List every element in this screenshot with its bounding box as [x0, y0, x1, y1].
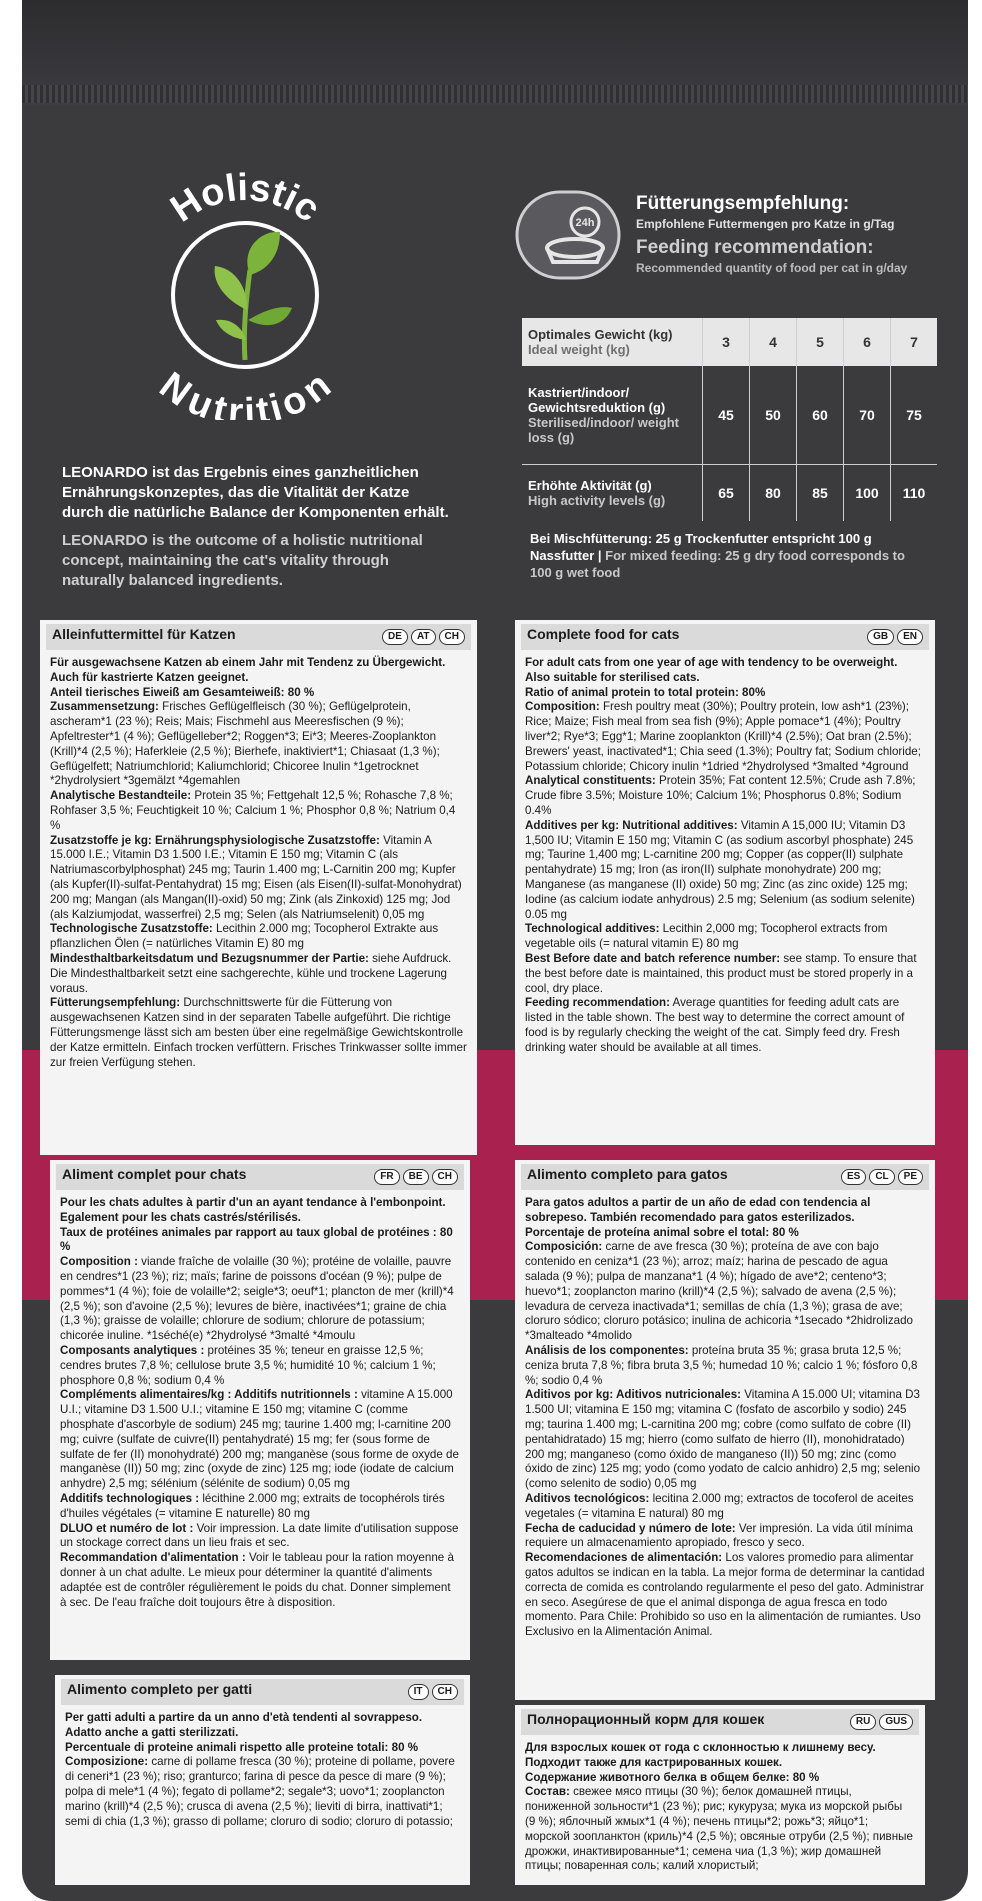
panel-fr: Aliment complet pour chats FR BE CH Pour les chats adultes à partir d'un an ayant tendance à l'embonpoint. Egalement pour les chats castrés/stérilisés. Taux de protéines animales par rapport au taux global de protéines : 80 % Composition : viande fraîche de volaille (30 %); protéine de volaille, pauvre en cendres*1 (23 %); riz; maïs; farine de poissons d'océan (9 %); pulpe de pommes*1 (4 %); foie de volaille*2; seigle*3; oeuf*1; plancton de mer (krill)*4 (2,5 %); son d'avoine (2,5 %); levures de bière, inactivées*1; graine de chia (1,3 %); graisse de volaille; chlorure de sodium; chlorure de potassium; chicorée inuline. *1séché(e) *2hydrolysé *3malté *4moulu Composants analytiques : protéines 35 %; teneur en graisse 12,5 %; cendres brutes 7,8 %; cellulose brute 3,5 %; humidité 10 %; calcium 1 %; phosphore 0,8 %; sodium 0,4 % Compléments alimentaires/kg : Additifs nutritionnels : vitamine A 15.000 U.I.; vitamine D3 1.500 U.I.; vitamine E 150 mg; vitamine C (comme phosphate d'ascorbyle de sodium) 245 mg; taurine 1.400 mg; l-carnitine 200 mg; cuivre (sulfate de cuivre(II) pentahydraté) 15 mg; fer (sous forme de sulfate de fer (II) monohydraté) 200 mg; manganèse (sous forme de oxyde de manganèse (II)) 50 mg; zinc (oxyde de zinc) 125 mg; iode (iodate de calcium anhydre) 2,5 mg; sélénium (sélénite de sodium) 0,05 mg Additifs technologiques : lécithine 2.000 mg; extraits de tocophérols tirés d'huiles végétales (= vitamine E naturelle) 80 mg DLUO et numéro de lot : Voir impression. La date limite d'utilisation suppose un stockage correct dans un lieu frais et sec. Recommandation d'alimentation : Voir le tableau pour la ration moyenne à donner à un chat adulte. Le mieux pour déterminer la quantité d'aliments adaptée est de contrôler régulièrement le poids du chat. Donner simplement à sec. De l'eau fraîche doit toujours être à disposition. — [50, 1160, 470, 1660]
amount-cell: 45 — [703, 366, 750, 465]
panel-title: Alimento completo para gatos — [527, 1166, 728, 1182]
intro-de: LEONARDO ist das Ergebnis eines ganzheitlichen Ernährungskonzeptes, das die Vitalität der Katze durch die natürliche Balance der Komponenten erhält. — [62, 464, 449, 521]
amount-cell: 60 — [797, 366, 844, 465]
country-badge: RU — [850, 1714, 876, 1730]
panel-title: Полнорационный корм для кошек — [527, 1711, 765, 1727]
logo-word-top: Holistic — [163, 170, 328, 231]
weight-cell: 6 — [844, 318, 891, 366]
24h-bowl-icon — [515, 190, 621, 280]
country-badge: DE — [382, 629, 408, 645]
panel-de: Alleinfuttermittel für Katzen DE AT CH Für ausgewachsene Katzen ab einem Jahr mit Tendenz zu Übergewicht. Auch für kastrierte Katzen geeignet. Anteil tierisches Eiweiß am Gesamteiweiß: 80 % Zusammensetzung: Frisches Geflügelfleisch (30 %); Geflügelprotein, ascheram*1 (23 %); Reis; Mais; Fischmehl aus Meeresfischen (9 %); Apfeltrester*1 (4 %); Geflügelleber*2; Roggen*3; Ei*3; Meeres-Zooplankton (Krill)*4 (2,5 %); Haferkleie (2,5 %); Bierhefe, inaktiviert*1; Chiasaat (1,3 %); Geflügelfett; Natriumchlorid; Kaliumchlorid; Chicoree Inulin *1getrocknet *2hydrolysiert *3gemälzt *4gemahlen Analytische Bestandteile: Protein 35 %; Fettgehalt 12,5 %; Rohasche 7,8 %; Rohfaser 3,5 %; Feuchtigkeit 10 %; Calcium 1 %; Phosphor 0,8 %; Natrium 0,4 % Zusatzstoffe je kg: Ernährungsphysiologische Zusatzstoffe: Vitamin A 15.000 I.E.; Vitamin D3 1.500 I.E.; Vitamin E 150 mg; Vitamin C (als Natriumascorbylphosphat) 245 mg; Taurin 1.400 mg; L-Carnitin 200 mg; Kupfer (als Kupfer(II)-sulfat-Pentahydrat) 15 mg; Eisen (als Eisen(II)-sulfat-Monohydrat) 200 mg; Mangan (als Mangan(II)-oxid) 50 mg; Zink (als Zinkoxid) 125 mg; Jod (als Kalziumjodat, wasserfrei) 2,5 mg; Selen (als Natriumselenit) 0,05 mg Technologische Zusatzstoffe: Lecithin 2.000 mg; Tocopherol Extrakte aus pflanzlichen Ölen (= natürliches Vitamin E) 80 mg Mindesthaltbarkeitsdatum und Bezugsnummer der Partie: siehe Aufdruck. Die Mindesthaltbarkeit setzt eine sachgerechte, kühle und trockene Lagerung voraus. Fütterungsempfehlung: Durchschnittswerte für die Fütterung von ausgewachsenen Katzen sind in der separaten Tabelle aufgeführt. Die richtige Fütterungsmenge lässt sich am besten über eine regelmäßige Gewichtskontrolle der Katze ermitteln. Einfach trocken verfüttern. Frisches Trinkwasser sollte immer zur freien Verfügung stehen. — [40, 620, 477, 1155]
logo-word-bottom: Nutrition — [151, 364, 339, 420]
icon-24h-label: 24h — [575, 217, 595, 229]
weight-cell: 4 — [750, 318, 797, 366]
amount-cell: 50 — [750, 366, 797, 465]
amount-cell: 75 — [891, 366, 938, 465]
intro-text — [62, 463, 452, 599]
table-row — [522, 465, 937, 522]
country-badge: PE — [898, 1169, 923, 1185]
country-badge: CL — [869, 1169, 894, 1185]
panel-es: Alimento completo para gatos ES CL PE Para gatos adultos a partir de un año de edad con tendencia al sobrepeso. También recomendado para gatos esterilizados. Porcentaje de proteína animal sobre el total: 80 % Composición: carne de ave fresca (30 %); proteína de ave con bajo contenido en ceniza*1 (23 %); arroz; maíz; harina de pescado de agua salada (9 %); pulpa de manzana*1 (4 %); hígado de ave*2; centeno*3; huevo*1; zooplancton marino (krill)*4 (2,5 %); salvado de avena (2,5 %); levadura de cerveza inactivada*1; semillas de chía (1,3 %); grasa de ave; cloruro sódico; cloruro potásico; inulina de achicoria *1secado *2hidrolizado *3malteado *4molido Análisis de los componentes: proteína bruta 35 %; grasa bruta 12,5 %; ceniza bruta 7,8 %; fibra bruta 3,5 %; humedad 10 %; calcio 1 %; fósforo 0,8 %; sodio 0,4 % Aditivos por kg: Aditivos nutricionales: Vitamina A 15.000 UI; vitamina D3 1.500 UI; vitamina E 150 mg; vitamina C (fosfato de ascorbilo y sodio) 245 mg; taurina 1.400 mg; L-carnitina 200 mg; cobre (como sulfato de cobre (II) pentahidratado) 15 mg; hierro (como sulfato de hierro (II), monohidratado) 200 mg; manganeso (como óxido de manganeso (II)) 50 mg; zinc (como óxido de zinc) 125 mg; yodo (como yodato de calcio anhidro) 2,5 mg; selenio (como selenito de sodio) 0,05 mg Aditivos tecnológicos: lecitina 2.000 mg; extractos de tocoferol de aceites vegetales (= vitamina E natural) 80 mg Fecha de caducidad y número de lote: Ver impresión. La vida útil mínima requiere un almacenamiento apropiado, fresco y seco. Recomendaciones de alimentación: Los valores promedio para alimentar gatos adultos se indican en la tabla. La mejor forma de determinar la cantidad correcta de comida es controlando regularmente el peso del gato. Administrar en seco. Asegúrese de que el animal disponga de agua fresca en todo momento. Para Chile: Prohibido so uso en la alimentación de rumiantes. Uso Exclusivo en la Alimentación Animal. — [515, 1160, 935, 1700]
amount-cell: 85 — [797, 465, 844, 522]
amount-cell: 110 — [891, 465, 938, 522]
country-badge: EN — [897, 629, 923, 645]
amount-cell: 70 — [844, 366, 891, 465]
country-badge: ES — [841, 1169, 866, 1185]
amount-cell: 100 — [844, 465, 891, 522]
panel-title: Alleinfuttermittel für Katzen — [52, 626, 236, 642]
mixed-feeding-note: Bei Mischfütterung: 25 g Trockenfutter entspricht 100 g Nassfutter | For mixed feeding: 25 g dry food corresponds to 100 g wet food — [530, 531, 905, 580]
weight-cell: 7 — [891, 318, 938, 366]
feeding-title-en: Feeding recommendation: — [636, 237, 874, 258]
feeding-table — [522, 318, 937, 521]
feeding-sub-en: Recommended quantity of food per cat in g/day — [636, 261, 908, 275]
country-badge: CH — [439, 629, 465, 645]
weight-cell: 3 — [703, 318, 750, 366]
holistic-nutrition-logo — [120, 170, 370, 420]
amount-cell: 65 — [703, 465, 750, 522]
panel-it: Alimento completo per gatti IT CH Per gatti adulti a partire da un anno d'età tendenti al sovrappeso. Adatto anche a gatti sterilizzati. Percentuale di proteine animali rispetto alle proteine totali: 80 % Composizione: carne di pollame fresca (30 %); proteine di pollame, povere di ceneri*1 (23 %); riso; granturco; farina di pesce da pesce di mare (9 %); polpa di mele*1 (4 %); fegato di pollame*2; segale*3; uovo*1; zooplancton marino (krill)*4 (2,5 %); crusca di avena (2,5 %); lieviti di birra, inattivati*1; semi di chia (1,3 %); grasso di pollame; cloruro di sodio; cloruro di potassio; — [55, 1675, 470, 1885]
intro-en: LEONARDO is the outcome of a holistic nutritional concept, maintaining the cat's vitality through naturally balanced ingredients. — [62, 532, 423, 589]
country-badge: FR — [374, 1169, 399, 1185]
country-badge: IT — [408, 1684, 429, 1700]
country-badge: CH — [432, 1684, 458, 1700]
panel-ru: Полнорационный корм для кошек RU GUS Для взрослых кошек от года с склонностью к лишнему весу. Подходит также для кастрированных кошек. Содержание животного белка в общем белке: 80 % Состав: свежее мясо птицы (30 %); белок домашней птицы, пониженной зольности*1 (23 %); рис; кукуруза; мука из морской рыбы (9 %); яблочный жмых*1 (4 %); печень птицы*2; рожь*3; яйцо*1; морской зоопланктон (криль)*4 (2,5 %); овсяные отруби (2,5 %); пивные дрожжи, инактивированные*1; семена чиа (1,3 %); жир домашней птицы; поваренная соль; калий хлористый; — [515, 1705, 925, 1885]
feeding-header — [636, 192, 966, 276]
country-badge: CH — [432, 1169, 458, 1185]
feeding-title-de: Fütterungsempfehlung: — [636, 193, 850, 214]
logo-graphic — [120, 170, 370, 420]
bag-seal — [22, 85, 968, 103]
amount-cell: 80 — [750, 465, 797, 522]
country-badge: GUS — [879, 1714, 913, 1730]
weight-cell: 5 — [797, 318, 844, 366]
leaf-icon — [215, 232, 292, 360]
row-label: Erhöhte Aktivität (g) High activity levels (g) — [528, 478, 666, 508]
panel-title: Complete food for cats — [527, 626, 680, 642]
table-row — [522, 366, 937, 465]
country-badge: AT — [411, 629, 436, 645]
row-label: Kastriert/indoor/ Gewichtsreduktion (g) Sterilised/indoor/ weight loss (g) — [522, 366, 703, 465]
panel-title: Alimento completo per gatti — [67, 1681, 253, 1697]
feeding-sub-de: Empfohlene Futtermengen pro Katze in g/Tag — [636, 217, 895, 231]
weight-label: Optimales Gewicht (kg) Ideal weight (kg) — [522, 318, 703, 366]
country-badge: GB — [867, 629, 894, 645]
country-badge: BE — [403, 1169, 429, 1185]
panel-title: Aliment complet pour chats — [62, 1166, 247, 1182]
panel-en: Complete food for cats GB EN For adult cats from one year of age with tendency to be overweight. Also suitable for sterilised cats. Ratio of animal protein to total protein: 80% Composition: Fresh poultry meat (30%); Poultry protein, low ash*1 (23%); Rice; Maize; Fish meal from sea fish (9%); Apple pomace*1 (4%); Poultry liver*2; Rye*3; Egg*1; Marine zooplankton (Krill)*4 (2.5%); Oat bran (2.5%); Brewers' yeast, inactivated*1; Chia seed (1.3%); Poultry fat; Sodium chloride; Potassium chloride; Chicory inulin *1dried *2hydrolysed *3malted *4ground Analytical constituents: Protein 35%; Fat content 12.5%; Crude ash 7.8%; Crude fibre 3.5%; Moisture 10%; Calcium 1%; Phosphorus 0.8%; Sodium 0.4% Additives per kg: Nutritional additives: Vitamin A 15,000 IU; Vitamin D3 1,500 IU; Vitamin E 150 mg; Vitamin C (as sodium ascorbyl phosphate) 245 mg; Taurine 1,400 mg; L-carnitine 200 mg; Copper (as copper(II) sulphate pentahydrate) 15 mg; Iron (as iron(II) sulphate monohydrate) 200 mg; Manganese (as manganese (II) oxide) 50 mg; Zinc (as zinc oxide) 125 mg; Iodine (as calcium iodate anhydrous) 2.5 mg; Selenium (as sodium selenite) 0.05 mg Technological additives: Lecithin 2,000 mg; Tocopherol extracts from vegetable oils (= natural vitamin E) 80 mg Best Before date and batch reference number: see stamp. To ensure that the best before date is maintained, this product must be stored properly in a cool, dry place. Feeding recommendation: Average quantities for feeding adult cats are listed in the table shown. The best way to determine the correct amount of food is by regularly checking the weight of the cat. Simply feed dry. Fresh drinking water should be available at all times. — [515, 620, 935, 1145]
table-header-row — [522, 318, 937, 366]
